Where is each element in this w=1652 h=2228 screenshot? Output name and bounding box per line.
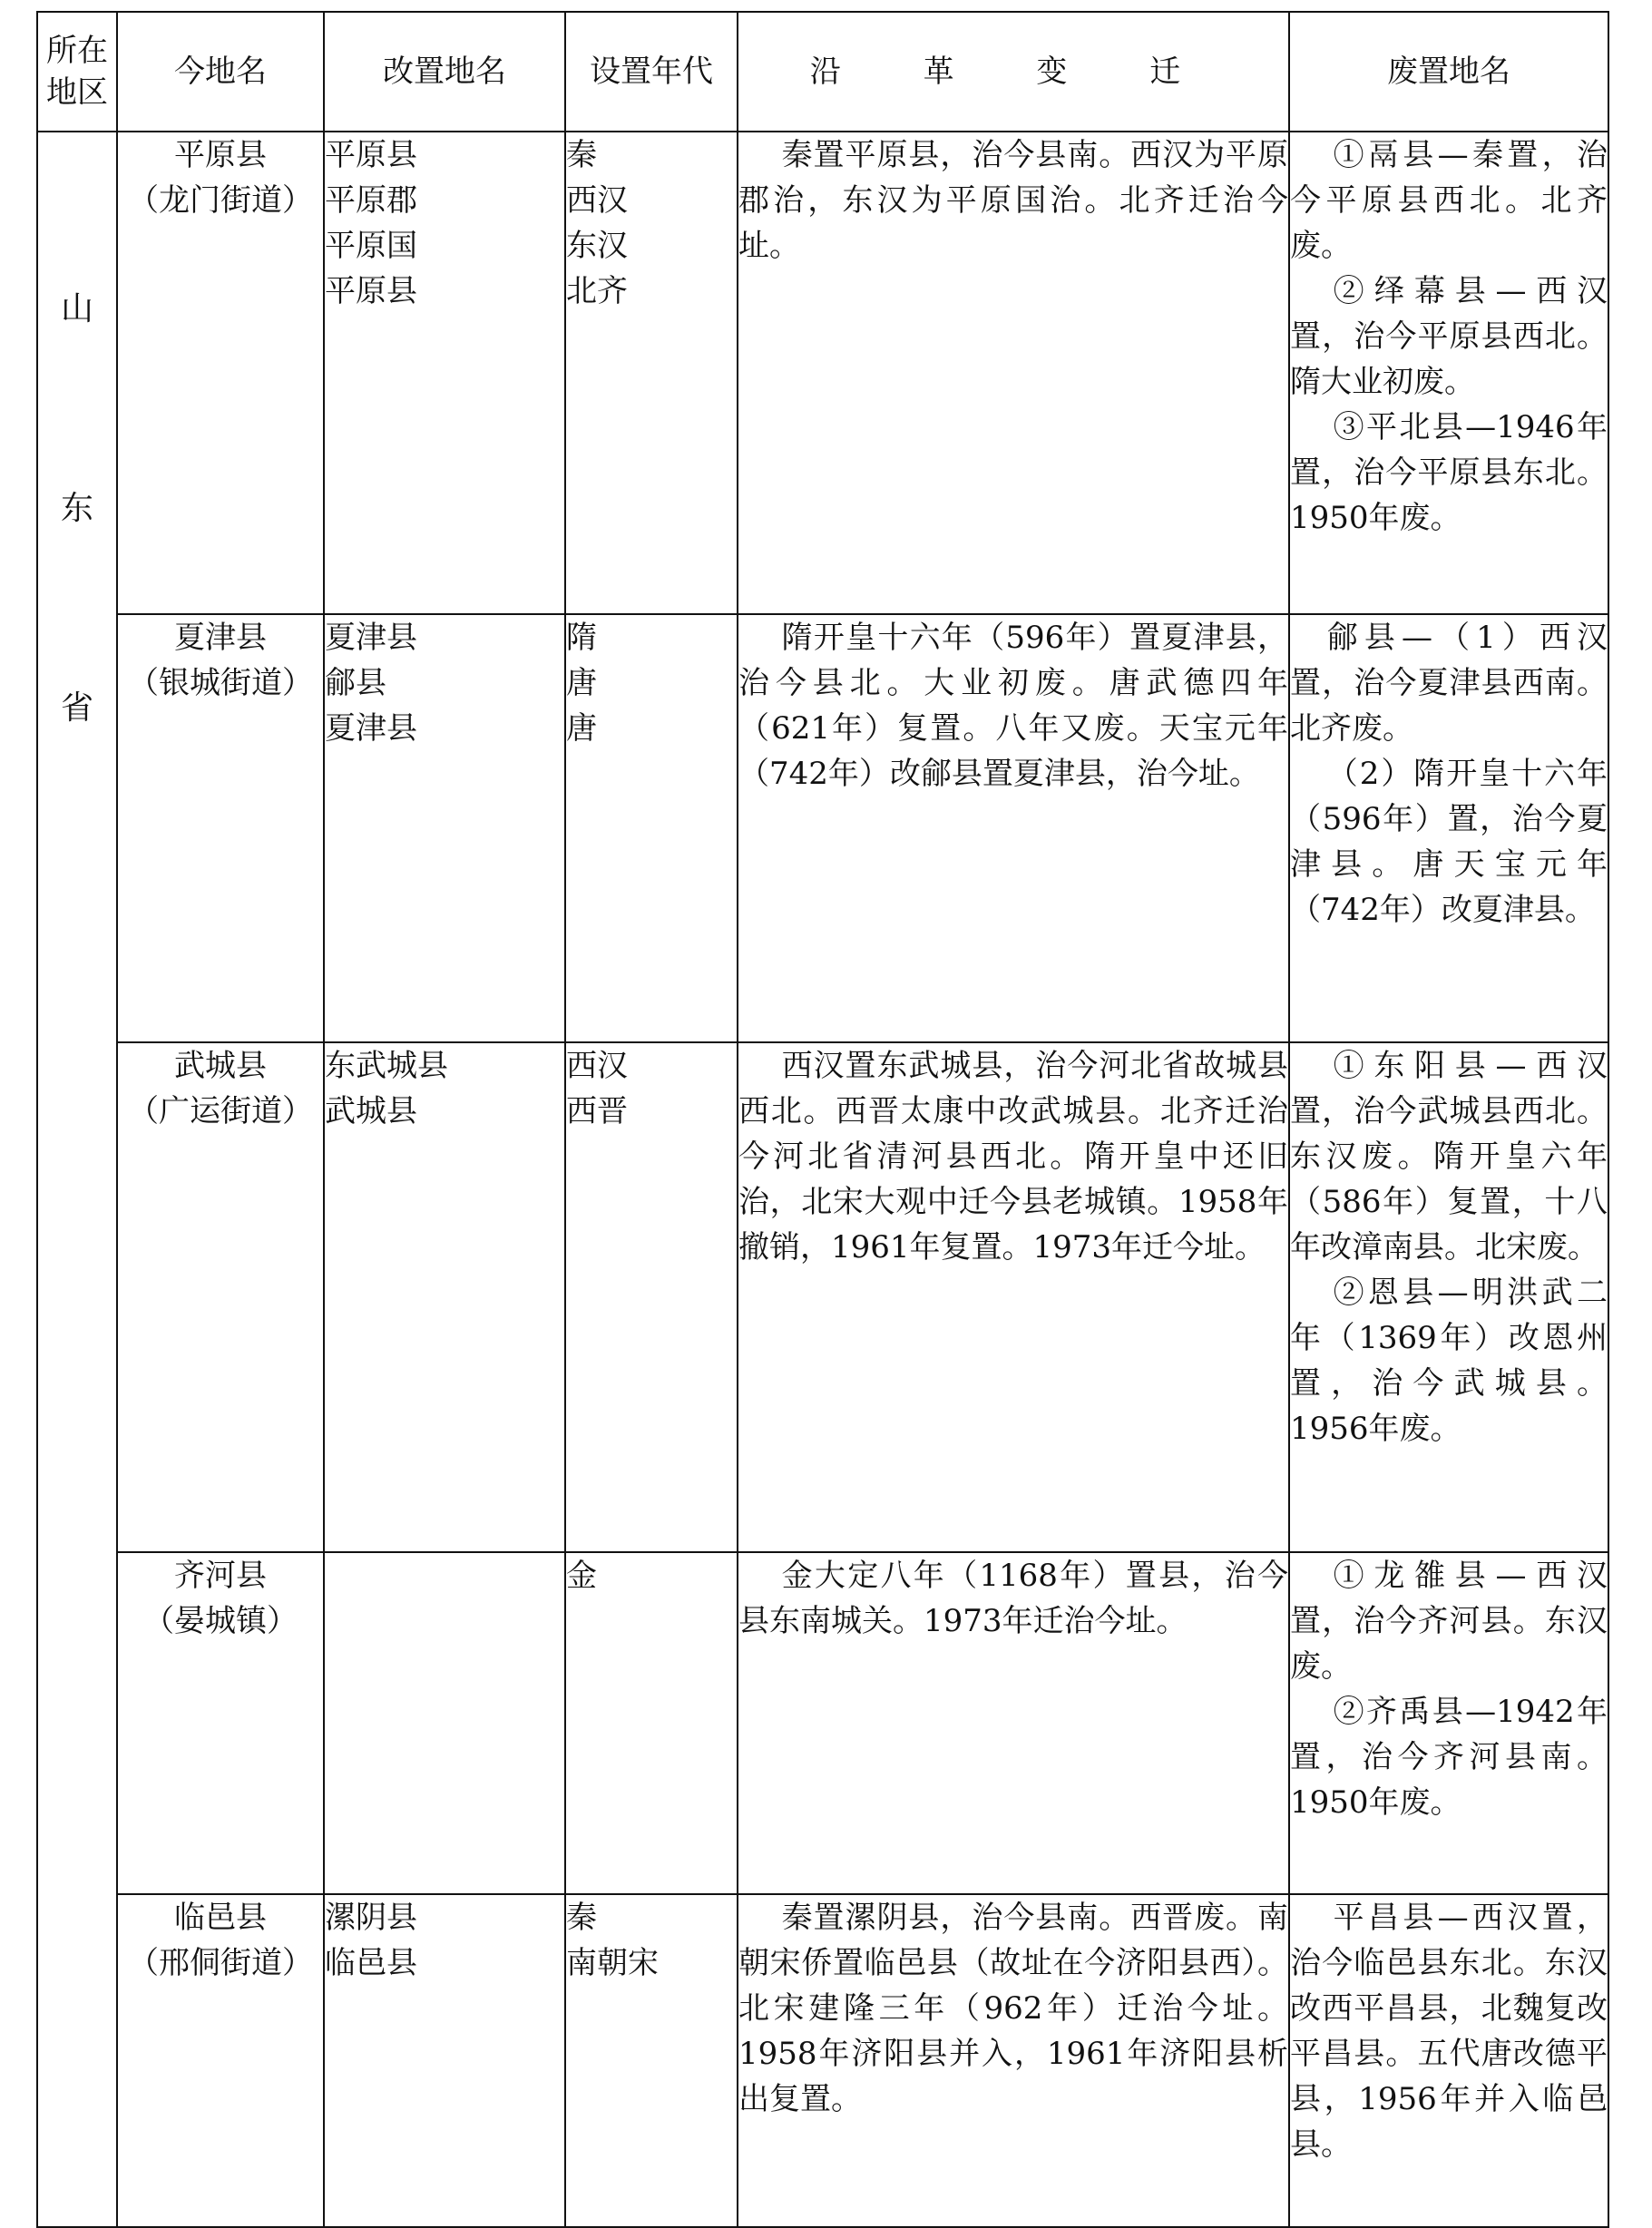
table-row — [37, 1552, 1608, 1894]
table-row — [37, 1894, 1608, 2227]
history-cell: 秦置平原县，治今县南。西汉为平原郡治，东汉为平原国治。北齐迁治今址。 — [738, 132, 1289, 614]
today-name-cell: 齐河县 （晏城镇） — [117, 1552, 324, 1894]
header-renamed: 改置地名 — [324, 12, 565, 132]
abolished-cell: ①东阳县—西汉置，治今武城县西北。东汉废。隋开皇六年（586年）复置，十八年改漳南县。北宋废。 ②恩县—明洪武二年（1369年）改恩州置，治今武城县。1956年废。 — [1289, 1042, 1608, 1552]
header-history: 沿 革 变 迁 — [738, 12, 1289, 132]
renamed-cell: 平原县 平原郡 平原国 平原县 — [324, 132, 565, 614]
region-char: 山 — [60, 290, 93, 327]
renamed-cell: 夏津县 鄃县 夏津县 — [324, 614, 565, 1042]
renamed-cell: 漯阴县 临邑县 — [324, 1894, 565, 2227]
header-today-name: 今地名 — [117, 12, 324, 132]
era-cell: 隋 唐 唐 — [565, 614, 738, 1042]
today-name-cell: 武城县 （广运街道） — [117, 1042, 324, 1552]
table-row — [37, 132, 1608, 614]
era-cell: 秦 南朝宋 — [565, 1894, 738, 2227]
era-cell: 西汉 西晋 — [565, 1042, 738, 1552]
era-cell: 金 — [565, 1552, 738, 1894]
today-name-cell: 平原县 （龙门街道） — [117, 132, 324, 614]
region-char: 东 — [60, 490, 93, 527]
era-cell: 秦 西汉 东汉 北齐 — [565, 132, 738, 614]
header-region: 所在 地区 — [37, 12, 117, 132]
renamed-cell — [324, 1552, 565, 1894]
table-row — [37, 614, 1608, 1042]
header-era: 设置年代 — [565, 12, 738, 132]
abolished-cell: 鄃县—（1）西汉置，治今夏津县西南。北齐废。 （2）隋开皇十六年（596年）置，治今夏津县。唐天宝元年（742年）改夏津县。 — [1289, 614, 1608, 1042]
header-row — [37, 12, 1608, 132]
renamed-cell: 东武城县 武城县 — [324, 1042, 565, 1552]
region-cell — [37, 132, 117, 2227]
header-abolished: 废置地名 — [1289, 12, 1608, 132]
abolished-cell: ①鬲县—秦置，治今平原县西北。北齐废。 ②绎幕县—西汉置，治今平原县西北。隋大业初废。 ③平北县—1946年置，治今平原县东北。1950年废。 — [1289, 132, 1608, 614]
history-cell: 西汉置东武城县，治今河北省故城县西北。西晋太康中改武城县。北齐迁治今河北省清河县西北。隋开皇中还旧治，北宋大观中迁今县老城镇。1958年撤销，1961年复置。1973年迁今址。 — [738, 1042, 1289, 1552]
history-cell: 秦置漯阴县，治今县南。西晋废。南朝宋侨置临邑县（故址在今济阳县西）。北宋建隆三年（962年）迁治今址。1958年济阳县并入，1961年济阳县析出复置。 — [738, 1894, 1289, 2227]
gazetteer-table — [36, 11, 1609, 2228]
table-row — [37, 1042, 1608, 1552]
abolished-cell: ①龙雒县—西汉置，治今齐河县。东汉废。 ②齐禹县—1942年置，治今齐河县南。1950年废。 — [1289, 1552, 1608, 1894]
history-cell: 隋开皇十六年（596年）置夏津县，治今县北。大业初废。唐武德四年（621年）复置。八年又废。天宝元年（742年）改鄃县置夏津县，治今址。 — [738, 614, 1289, 1042]
abolished-cell: 平昌县—西汉置，治今临邑县东北。东汉改西平昌县，北魏复改平昌县。五代唐改德平县，1956年并入临邑县。 — [1289, 1894, 1608, 2227]
today-name-cell: 夏津县 （银城街道） — [117, 614, 324, 1042]
region-char: 省 — [60, 689, 93, 727]
history-cell: 金大定八年（1168年）置县，治今县东南城关。1973年迁治今址。 — [738, 1552, 1289, 1894]
today-name-cell: 临邑县 （邢侗街道） — [117, 1894, 324, 2227]
